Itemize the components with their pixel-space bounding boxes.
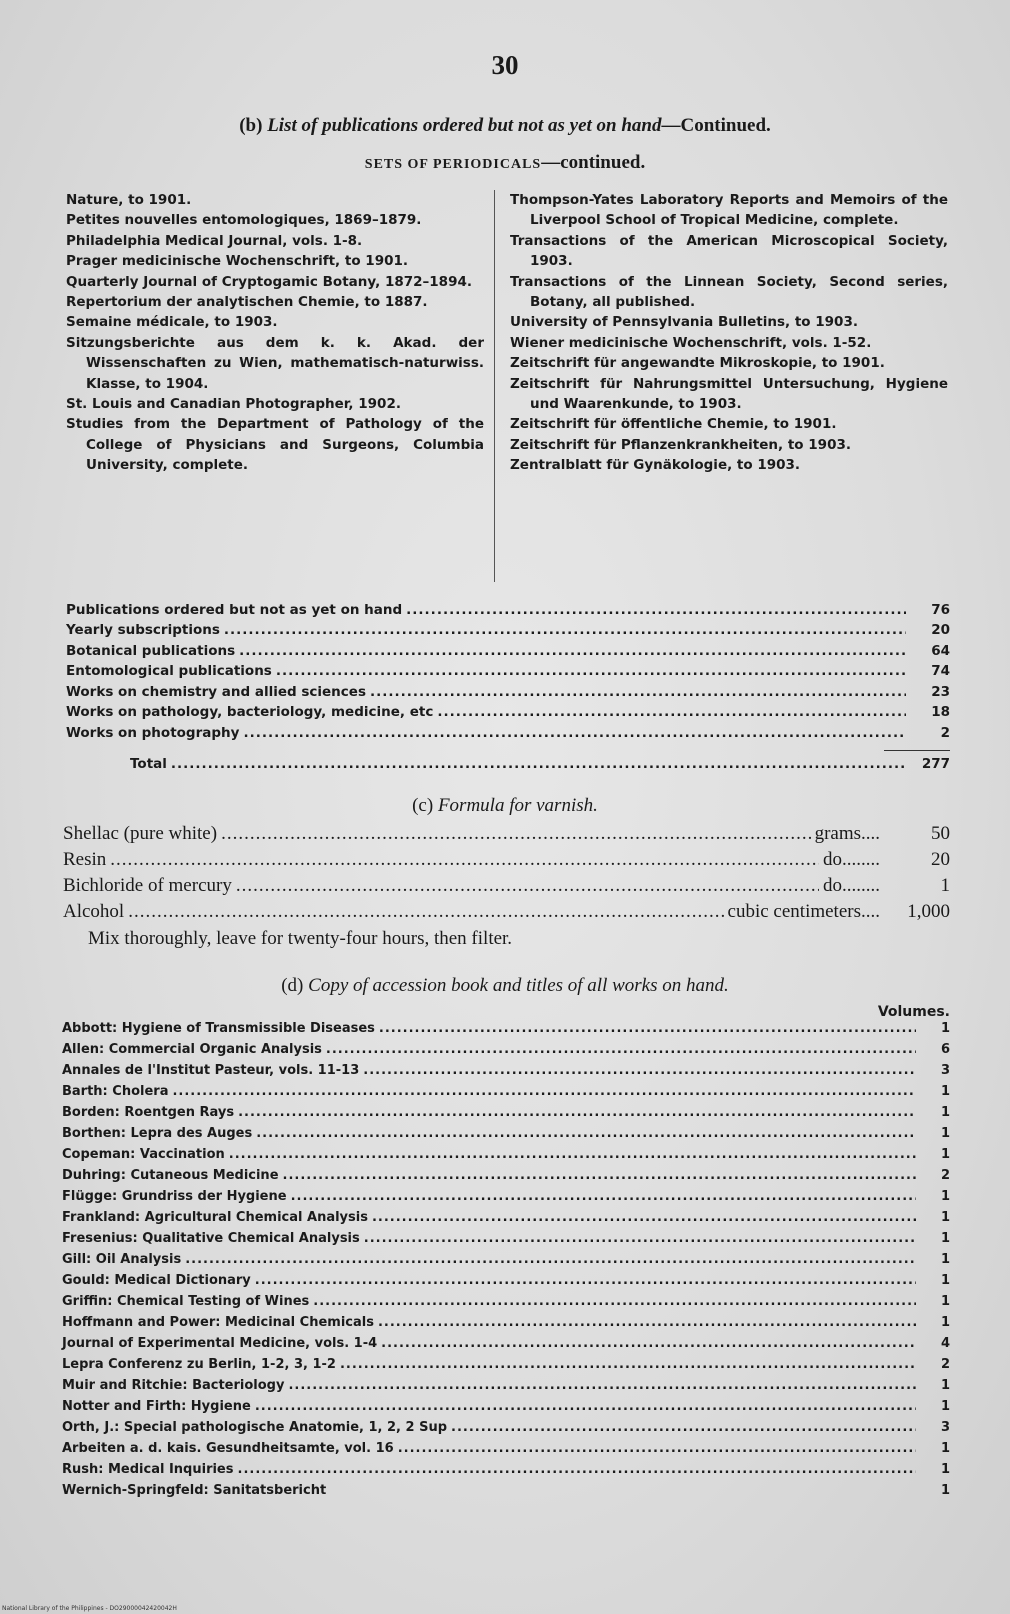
- periodical-entry: Petites nouvelles entomologiques, 1869–1879.: [66, 212, 422, 229]
- summary-row: Yearly subscriptions ..... 20: [66, 622, 950, 638]
- periodical-entry: Zentralblatt für Gynäkologie, to 1903.: [510, 457, 801, 474]
- book-row: Lepra Conferenz zu Berlin, 1-2, 3, 1-2 ..... 2: [62, 1357, 950, 1372]
- periodical-entry: Wiener medicinische Wochenschrift, vols. 1-52.: [510, 334, 872, 351]
- summary-total-row: Total ..... 277: [130, 756, 950, 772]
- periodical-entry: Quarterly Journal of Cryptogamic Botany, 1872–1894.: [66, 273, 472, 290]
- section-d-heading: (d) Copy of accession book and titles of all works on hand.: [281, 975, 729, 996]
- summary-row: Botanical publications ..... 64: [66, 643, 950, 659]
- volumes-column-header: Volumes.: [877, 1004, 950, 1020]
- periodicals-left-column: [66, 190, 484, 476]
- summary-row: Publications ordered but not as yet on hand ..... 76: [66, 602, 950, 618]
- periodical-entry: University of Pennsylvania Bulletins, to 1903.: [510, 314, 858, 331]
- varnish-row: Bichloride of mercury ..... do........ 1: [63, 875, 950, 897]
- book-row: Borden: Roentgen Rays ..... 1: [62, 1105, 950, 1120]
- scan-footer-credit: National Library of the Philippines - DO29000042420042H: [2, 1605, 177, 1612]
- book-row: Abbott: Hygiene of Transmissible Diseases ..... 1: [62, 1021, 950, 1036]
- periodical-entry: Zeitschrift für Pflanzenkrankheiten, to 1903.: [510, 436, 851, 453]
- book-row: Barth: Cholera ..... 1: [62, 1084, 950, 1099]
- book-row: Orth, J.: Special pathologische Anatomie, 1, 2, 2 Sup ..... 3: [62, 1420, 950, 1435]
- book-row: Arbeiten a. d. kais. Gesundheitsamte, vol. 16 ..... 1: [62, 1441, 950, 1456]
- book-row: Annales de l'Institut Pasteur, vols. 11-13 ..... 3: [62, 1063, 950, 1078]
- varnish-instructions: Mix thoroughly, leave for twenty-four hours, then filter.: [88, 928, 513, 949]
- total-rule: [884, 750, 950, 751]
- summary-row: Works on pathology, bacteriology, medicine, etc ..... 18: [66, 704, 950, 720]
- periodical-entry: Thompson-Yates Laboratory Reports and Memoirs of the Liverpool School of Tropical Medicine, complete.: [510, 192, 948, 229]
- periodical-entry: Zeitschrift für Nahrungsmittel Untersuchung, Hygiene und Waarenkunde, to 1903.: [510, 375, 948, 413]
- periodical-entry: Semaine médicale, to 1903.: [66, 314, 278, 331]
- section-b-heading: (b) List of publications ordered but not as yet on hand—Continued.: [239, 115, 771, 136]
- book-row: Duhring: Cutaneous Medicine ..... 2: [62, 1168, 950, 1183]
- book-row: Copeman: Vaccination ..... 1: [62, 1147, 950, 1162]
- book-row: Muir and Ritchie: Bacteriology ..... 1: [62, 1378, 950, 1393]
- book-row: Flügge: Grundriss der Hygiene ..... 1: [62, 1189, 950, 1204]
- book-row: Allen: Commercial Organic Analysis ..... 6: [62, 1042, 950, 1057]
- book-row: Notter and Firth: Hygiene ..... 1: [62, 1399, 950, 1414]
- book-row: Gould: Medical Dictionary ..... 1: [62, 1273, 950, 1288]
- varnish-row: Resin ..... do........ 20: [63, 849, 950, 871]
- book-row: Fresenius: Qualitative Chemical Analysis ..... 1: [62, 1231, 950, 1246]
- book-row: Frankland: Agricultural Chemical Analysis ..... 1: [62, 1210, 950, 1225]
- periodical-entry: Philadelphia Medical Journal, vols. 1-8.: [66, 232, 363, 249]
- periodical-entry: Sitzungsberichte aus dem k. k. Akad. der Wissenschaften zu Wien, mathematisch-naturwiss. Klasse, to 1904.: [66, 334, 484, 392]
- column-divider: [494, 190, 495, 582]
- sets-of-periodicals-heading: SETS OF PERIODICALS—continued.: [364, 152, 646, 173]
- section-c-heading: (c) Formula for varnish.: [412, 795, 598, 816]
- periodical-entry: Studies from the Department of Pathology of the College of Physicians and Surgeons, Columbia University, complete.: [66, 416, 484, 474]
- periodical-entry: St. Louis and Canadian Photographer, 1902.: [66, 396, 401, 413]
- summary-row: Works on photography ..... 2: [66, 725, 950, 741]
- book-row: Rush: Medical Inquiries ..... 1: [62, 1462, 950, 1477]
- book-row: Journal of Experimental Medicine, vols. 1-4 ..... 4: [62, 1336, 950, 1351]
- book-row: Borthen: Lepra des Auges ..... 1: [62, 1126, 950, 1141]
- summary-row: Works on chemistry and allied sciences ..... 23: [66, 684, 950, 700]
- periodical-entry: Zeitschrift für angewandte Mikroskopie, to 1901.: [510, 355, 885, 372]
- book-row: Griffin: Chemical Testing of Wines ..... 1: [62, 1294, 950, 1309]
- varnish-row: Alcohol ..... cubic centimeters.... 1,000: [63, 901, 950, 923]
- periodicals-right-column: [510, 190, 948, 476]
- book-row: Gill: Oil Analysis ..... 1: [62, 1252, 950, 1267]
- periodical-entry: Nature, to 1901.: [66, 192, 192, 208]
- book-row: Wernich-Springfeld: Sanitatsbericht 1: [62, 1483, 950, 1498]
- periodical-entry: Prager medicinische Wochenschrift, to 1901.: [66, 253, 409, 270]
- book-row: Hoffmann and Power: Medicinal Chemicals ..... 1: [62, 1315, 950, 1330]
- periodical-entry: Transactions of the Linnean Society, Second series, Botany, all published.: [510, 273, 948, 311]
- periodical-entry: Zeitschrift für öffentliche Chemie, to 1901.: [510, 416, 837, 433]
- periodical-entry: Repertorium der analytischen Chemie, to 1887.: [66, 294, 428, 311]
- periodical-entry: Transactions of the American Microscopical Society, 1903.: [510, 232, 948, 270]
- varnish-row: Shellac (pure white) ..... grams.... 50: [63, 823, 950, 845]
- summary-row: Entomological publications ..... 74: [66, 663, 950, 679]
- page-number: 30: [491, 50, 519, 80]
